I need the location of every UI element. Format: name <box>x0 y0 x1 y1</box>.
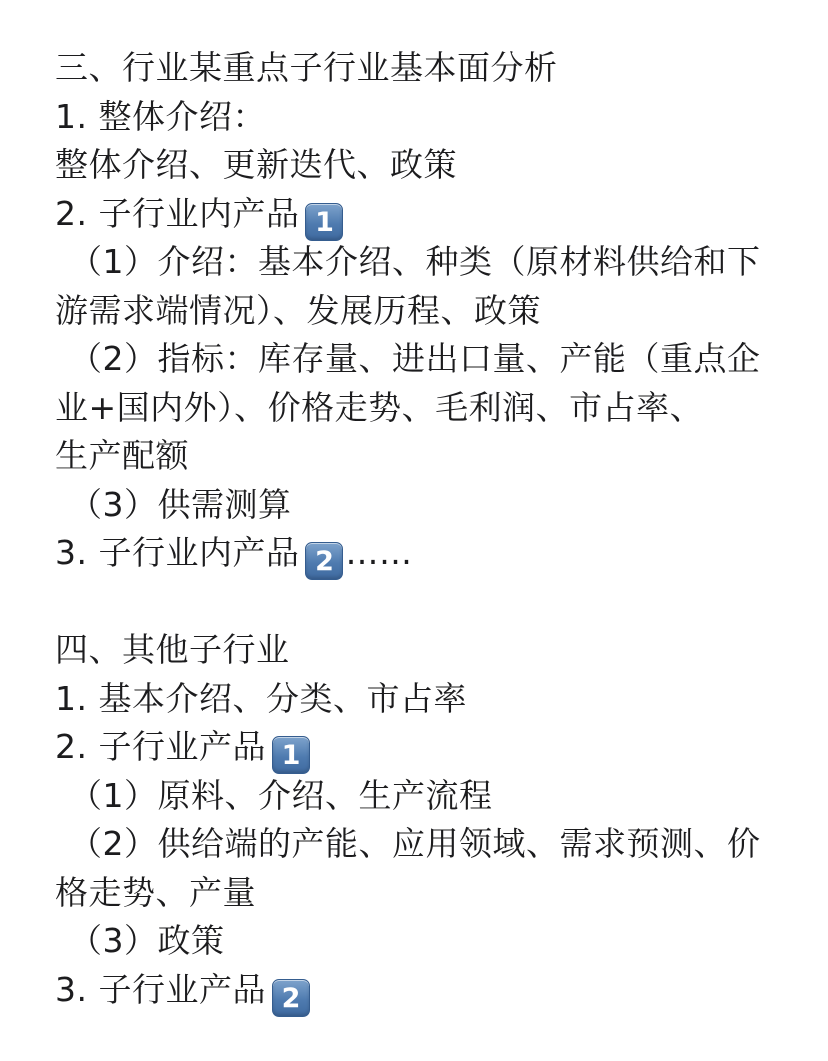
section-3-item-1-label: 1. 整体介绍： <box>55 96 266 136</box>
section-3-sub-2-line-1: （2）指标：库存量、进出口量、产能（重点企 <box>69 339 761 378</box>
section-4-item-3-label: 3. 子行业产品 <box>55 969 266 1009</box>
keycap-one-icon: 1 <box>272 736 310 774</box>
section-3-item-2-label: 2. 子行业内产品 <box>55 193 300 233</box>
keycap-two-icon: 2 <box>305 542 343 580</box>
section-3-item-2 <box>55 190 795 239</box>
section-4-sub-2-line-2: 格走势、产量 <box>55 872 256 912</box>
section-4-title: 四、其他子行业 <box>55 630 290 669</box>
section-3-sub-2-line-2: 业+国内外）、价格走势、毛利润、市占率、 <box>55 387 704 427</box>
section-3-sub-2-line-3: 生产配额 <box>55 436 189 475</box>
section-3-title: 三、行业某重点子行业基本面分析 <box>55 48 558 87</box>
section-3-item-3 <box>55 529 795 578</box>
section-4-item-2-label: 2. 子行业产品 <box>55 727 266 766</box>
keycap-two-icon: 2 <box>272 979 310 1017</box>
section-3-item-3-ellipsis: …… <box>345 533 413 572</box>
section-4-item-3 <box>55 966 795 1015</box>
section-4-item-2 <box>55 723 795 772</box>
section-4-sub-3: （3）政策 <box>69 921 225 960</box>
section-4-sub-1: （1）原料、介绍、生产流程 <box>69 775 493 815</box>
note-document <box>55 44 795 1014</box>
blank-line <box>55 578 795 627</box>
section-4-item-1: 1. 基本介绍、分类、市占率 <box>55 678 467 718</box>
section-3-sub-3: （3）供需测算 <box>69 484 292 524</box>
section-3-sub-1-line-2: 游需求端情况）、发展历程、政策 <box>55 290 541 330</box>
section-3-item-3-label: 3. 子行业内产品 <box>55 533 300 572</box>
section-3-sub-1-line-1: （1）介绍：基本介绍、种类（原材料供给和下 <box>69 242 761 281</box>
section-4-sub-2-line-1: （2）供给端的产能、应用领域、需求预测、价 <box>69 824 761 863</box>
keycap-one-icon: 1 <box>305 203 343 241</box>
section-3-item-1-text: 整体介绍、更新迭代、政策 <box>55 145 457 184</box>
